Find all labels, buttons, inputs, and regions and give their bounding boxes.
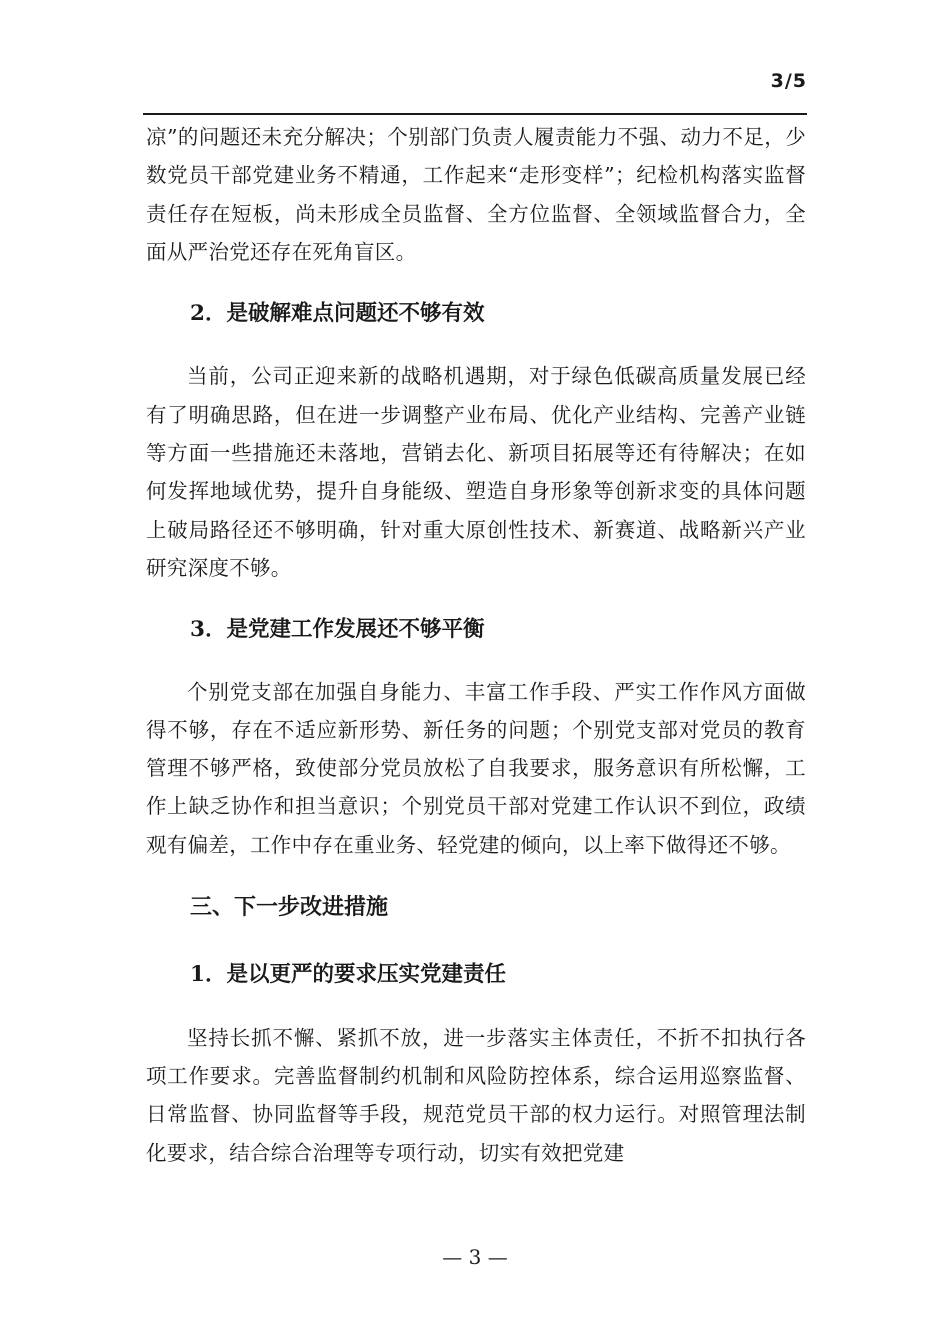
header-rule: [143, 113, 807, 115]
subheading-4: 1．是以更严的要求压实党建责任: [190, 962, 506, 988]
document-body: [146, 118, 806, 1172]
paragraph-3: 个别党支部在加强自身能力、丰富工作手段、严实工作作风方面做得不够，存在不适应新形势、新任务的问题；个别党支部对党员的教育管理不够严格，致使部分党员放松了自我要求，服务意识有所松懈，工作上缺乏协作和担当意识；个别党员干部对党建工作认识不到位，政绩观有偏差，工作中存在重业务、轻党建的倾向，以上率下做得还不够。: [146, 679, 806, 857]
page-number: — 3 —: [442, 1245, 508, 1269]
page-counter: 3/5: [770, 70, 807, 92]
subheading-3: 3．是党建工作发展还不够平衡: [190, 617, 485, 643]
subheading-2: 2．是破解难点问题还不够有效: [190, 301, 485, 327]
section-heading: 三、下一步改进措施: [190, 894, 389, 921]
paragraph-2: 当前，公司正迎来新的战略机遇期，对于绿色低碳高质量发展已经有了明确思路，但在进一步调整产业布局、优化产业结构、完善产业链等方面一些措施还未落地，营销去化、新项目拓展等还有待解决；在如何发挥地域优势，提升自身能级、塑造自身形象等创新求变的具体问题上破局路径还不够明确，针对重大原创性技术、新赛道、战略新兴产业研究深度不够。: [146, 364, 806, 580]
paragraph-4: 坚持长抓不懈、紧抓不放，进一步落实主体责任，不折不扣执行各项工作要求。完善监督制约机制和风险防控体系，综合运用巡察监督、日常监督、协同监督等手段，规范党员干部的权力运行。对照管理法制化要求，结合综合治理等专项行动，切实有效把党建: [146, 1025, 806, 1165]
paragraph-continued: 凉”的问题还未充分解决；个别部门负责人履责能力不强、动力不足，少数党员干部党建业务不精通，工作起来“走形变样”；纪检机构落实监督责任存在短板，尚未形成全员监督、全方位监督、全领域监督合力，全面从严治党还存在死角盲区。: [146, 125, 806, 264]
